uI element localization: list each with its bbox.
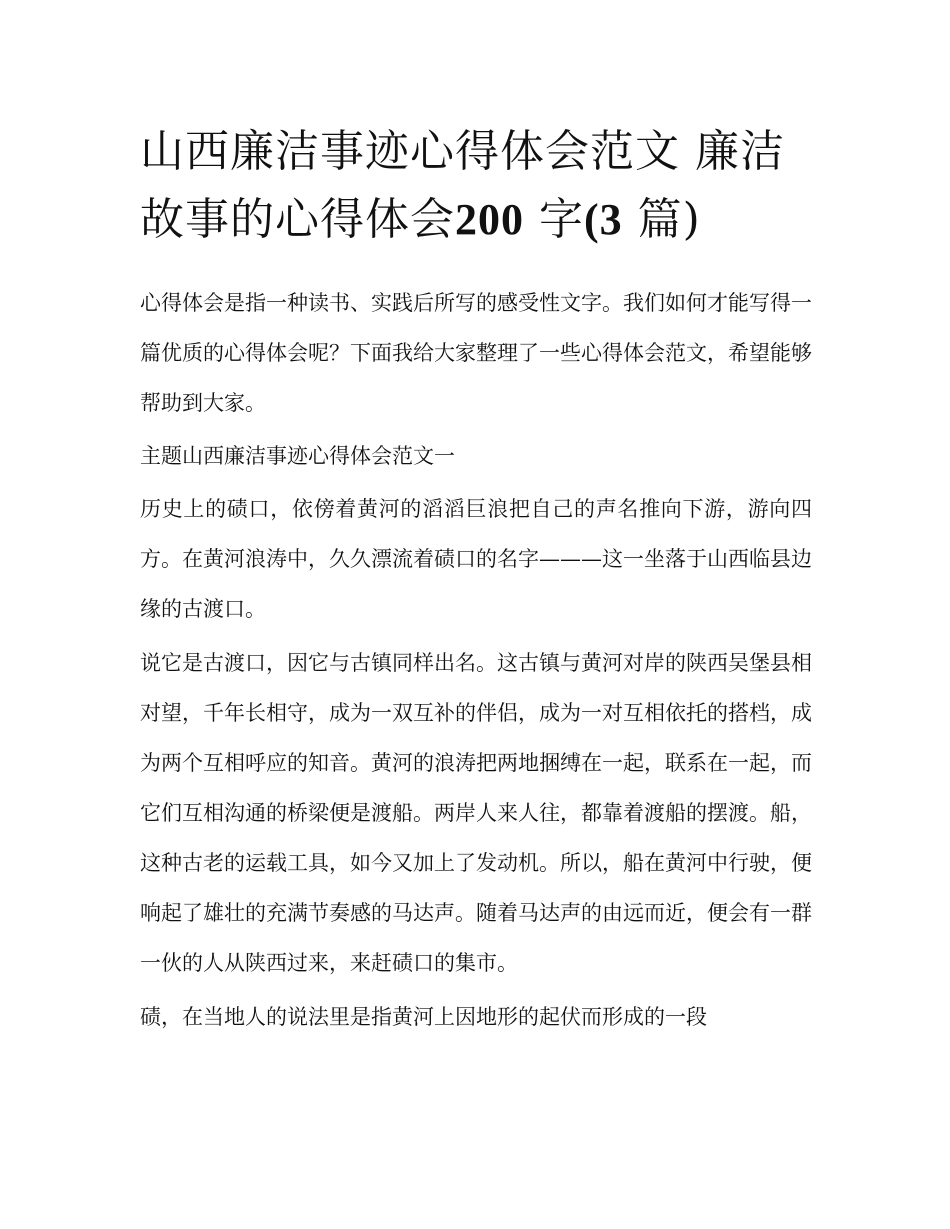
body-paragraph: 说它是古渡口，因它与古镇同样出名。这古镇与黄河对岸的陕西吴堡县相对望，千年长相守，成为一双互补的伴侣，成为一对互相依托的搭档，成为两个互相呼应的知音。黄河的浪涛把两地捆缚在一起，联系在一起，而它们互相沟通的桥梁便是渡船。两岸人来人往，都靠着渡船的摆渡。船，这种古老的运载工具，如今又加上了发动机。所以，船在黄河中行驶，便响起了雄壮的充满节奏感的马达声。随着马达声的由远而近，便会有一群一伙的人从陕西过来，来赶碛口的集市。 bbox=[140, 651, 812, 975]
document-body bbox=[140, 278, 812, 1046]
title-text-char: 字 bbox=[524, 194, 584, 245]
body-paragraph: 历史上的碛口，依傍着黄河的滔滔巨浪把自己的声名推向下游，游向四方。在黄河浪涛中，久久漂流着碛口的名字———这一坐落于山西临县边缘的古渡口。 bbox=[140, 497, 812, 621]
intro-paragraph: 心得体会是指一种读书、实践后所写的感受性文字。我们如何才能写得一篇优质的心得体会呢？下面我给大家整理了一些心得体会范文，希望能够帮助到大家。 bbox=[140, 291, 812, 415]
body-paragraph: 碛，在当地人的说法里是指黄河上因地形的起伏而形成的一段 bbox=[140, 1005, 707, 1029]
title-count: (3 bbox=[584, 195, 623, 244]
document-title bbox=[140, 118, 820, 254]
title-text: 山西廉洁事迹心得体会范文 廉洁故事的心得体会 bbox=[140, 126, 785, 245]
title-text-end: 篇) bbox=[622, 194, 701, 245]
title-number: 200 bbox=[455, 195, 524, 244]
section-heading: 主题山西廉洁事迹心得体会范文一 bbox=[140, 444, 455, 468]
